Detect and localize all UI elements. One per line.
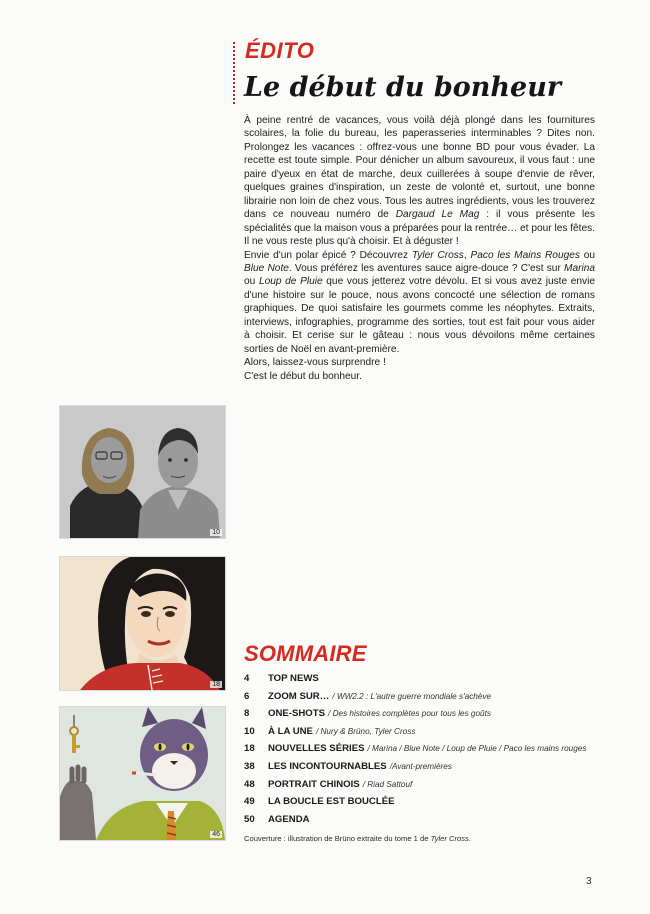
toc-page-number: 6 (244, 690, 250, 702)
toc-page-number: 4 (244, 673, 250, 684)
edito-kicker: ÉDITO (245, 38, 315, 63)
toc-page-number: 38 (244, 761, 255, 772)
thumbnail-comic-cat[interactable] (60, 707, 225, 840)
toc-subtitle: / Nury & Brüno, Tyler Cross (315, 726, 416, 736)
edito-divider (233, 42, 235, 104)
toc-subtitle: / Des histoires complètes pour tous les goûts (328, 709, 491, 719)
toc-title: ZOOM SUR… / WW2.2 : L'autre guerre mondiale s'achève (268, 690, 492, 702)
toc-subtitle: / Marina / Blue Note / Loup de Pluie / Paco les mains rouges (367, 744, 587, 754)
toc-subtitle: /Avant-premières (389, 762, 452, 771)
edito-paragraph-1: À peine rentré de vacances, vous voilà déjà plongé dans les fournitures scolaires, la folie du bureau, les paperasseries interminables ? Dites non. Prolongez les vacances : offrez-vous une bonne BD pour vous évader. La recette est toute simple. Pour dénicher un album savoureux, il vous faut : une paire d'yeux en état de marche, deux cuillerées à soupe d'envie de rêver, quelques graines d'inspiration, un zeste de volonté et, surtout, une bonne librairie non loin de chez vous. Tous les autres ingrédients, vous les trouverez dans ce nouveau numéro de Dargaud Le Mag : il vous présente les spécialités que la maison vous a préparées pour la rentrée… et pour les fêtes. Il ne vous reste plus qu'à choisir. Et à déguster ! (244, 115, 595, 248)
edito-paragraph-3: Alors, laissez-vous surprendre ! (244, 357, 386, 369)
toc-title: PORTRAIT CHINOIS / Riad Sattouf (268, 778, 413, 790)
album-title: Blue Note (244, 262, 289, 274)
toc-page-number: 8 (244, 708, 250, 720)
toc-title: À LA UNE / Nury & Brüno, Tyler Cross (268, 725, 416, 737)
toc-subtitle: / Riad Sattouf (362, 779, 413, 789)
edito-paragraph-2: Envie d'un polar épicé ? Découvrez Tyler Cross, Paco les Mains Rouges ou Blue Note. Vous préférez les aventures sauce aigre-douce ? C'est sur Marina ou Loup de Pluie que vous jetterez votre dévolu. Et si vous avez juste envie d'une histoire sur le pouce, nous avons concocté une sélection de romans graphiques. De quoi satisfaire les gourmets comme les néophytes. Extraits, interviews, infographies, programme des sorties, tout est fait pour vous aider à choisir. Et cerise sur le gâteau : nous vous dévoilons même certaines sorties de Noël en avant-première. (244, 249, 595, 355)
thumbnail-page-number: 10 (212, 529, 220, 536)
edito-body (244, 114, 595, 383)
edito-paragraph-4: C'est le début du bonheur. (244, 370, 362, 382)
toc-page-number: 10 (244, 725, 255, 737)
toc-title: TOP NEWS (268, 673, 319, 684)
thumbnail-photo-authors[interactable] (60, 406, 225, 538)
thumbnail-page-number: 46 (212, 831, 220, 838)
toc-page-number: 48 (244, 778, 255, 790)
album-title: Loup de Pluie (258, 276, 323, 288)
toc-subtitle: / WW2.2 : L'autre guerre mondiale s'achève (332, 691, 492, 701)
toc-page-number: 18 (244, 743, 255, 755)
cover-album-title: Tyler Cross (430, 834, 469, 843)
thumbnail-comic-woman[interactable] (60, 557, 225, 690)
toc-title: LA BOUCLE EST BOUCLÉE (268, 796, 395, 808)
magazine-title: Dargaud Le Mag (395, 209, 480, 221)
toc-title: AGENDA (268, 813, 310, 825)
thumbnail-page-number: 18 (212, 681, 220, 688)
toc-title: NOUVELLES SÉRIES / Marina / Blue Note / Loup de Pluie / Paco les mains rouges (268, 743, 587, 755)
blue-note-illustration-image (60, 707, 225, 840)
album-title: Paco les Mains Rouges (470, 249, 580, 261)
toc-page-number: 50 (244, 813, 255, 825)
sommaire-title: SOMMAIRE (244, 641, 367, 666)
album-title: Tyler Cross (411, 249, 464, 261)
edito-headline: Le début du bonheur (244, 72, 562, 103)
cover-credit: Couverture : illustration de Brüno extraite du tome 1 de Tyler Cross. (244, 834, 471, 843)
album-title: Marina (564, 262, 595, 274)
toc-title: LES INCONTOURNABLES /Avant-premières (268, 761, 452, 772)
marina-illustration-image (60, 557, 225, 690)
toc-page-number: 49 (244, 796, 255, 808)
authors-photo-image (60, 406, 225, 538)
page-number: 3 (586, 876, 592, 887)
toc-title: ONE-SHOTS / Des histoires complètes pour tous les goûts (268, 708, 491, 720)
